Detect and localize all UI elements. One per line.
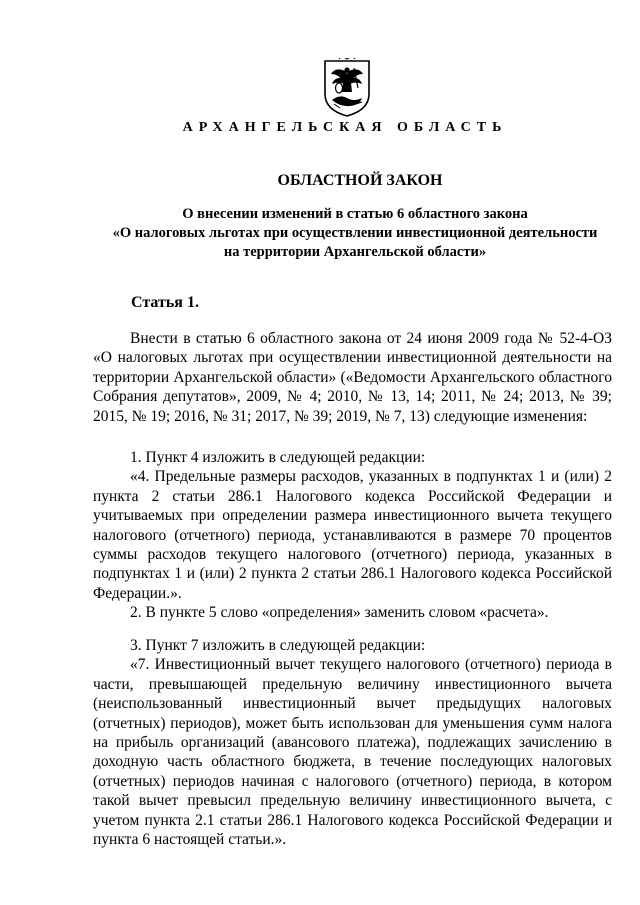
law-type-heading: ОБЛАСТНОЙ ЗАКОН: [277, 172, 443, 189]
item-3-label: 3. Пункт 7 изложить в следующей редакции:: [130, 637, 426, 654]
law-title: [90, 205, 620, 262]
item-1-text: «4. Предельные размеры расходов, указанных в подпунктах 1 и (или) 2 пункта 2 статьи 286.1 Налогового кодекса Российской Федерации и учитываемых при определении размера инвестиционного вычета текущего налогового (отчетного) периода, устанавливаются в размере 70 процентов суммы расходов текущего налогового (отчетного) периода, указанных в подпунктах 1 и (или) 2 пункта 2 статьи 286.1 Налогового кодекса Российской Федерации.».: [93, 468, 612, 602]
article-item-3: [93, 636, 612, 849]
article-item-2: [93, 603, 612, 622]
article-heading: Статья 1.: [131, 294, 199, 311]
item-1-label: 1. Пункт 4 изложить в следующей редакции:: [130, 449, 426, 466]
article-intro-text: Внести в статью 6 областного закона от 24 июня 2009 года № 52-4-ОЗ «О налоговых льготах при осуществлении инвестиционной деятельности на территории Архангельской области» («Ведомости Архангельского областного Собрания депутатов», 2009, № 4; 2010, № 13, 14; 2011, № 24; 2013, № 39; 2015, № 19; 2016, № 31; 2017, № 39; 2019, № 7, 13) следующие изменения:: [93, 330, 612, 425]
item-3-text: «7. Инвестиционный вычет текущего налогового (отчетного) периода в части, превышающей предельную величину инвестиционного вычета (неиспользованный инвестиционный вычет предыдущих налоговых (отчетных) периодов), может быть использован для уменьшения сумм налога на прибыль организаций (авансового платежа), подлежащих зачислению в доходную часть областного бюджета, в течение последующих налоговых (отчетных) периодов начиная с налогового (отчетного) периода, в котором такой вычет превысил предельную величину инвестиционного вычета, с учетом пункта 2.1 статьи 286.1 Налогового кодекса Российской Федерации и пункта 6 настоящей статьи.».: [93, 656, 612, 849]
article-intro: [93, 329, 612, 426]
item-2-text: 2. В пункте 5 слово «определения» заменить словом «расчета».: [130, 604, 549, 621]
region-name: АРХАНГЕЛЬСКАЯ ОБЛАСТЬ: [182, 120, 508, 135]
law-title-line: «О налоговых льготах при осуществлении инвестиционной деятельности: [112, 225, 598, 241]
law-title-line: О внесении изменений в статью 6 областного закона: [182, 206, 528, 222]
law-title-line: на территории Архангельской области»: [223, 244, 487, 260]
coat-of-arms-icon: [322, 58, 372, 118]
article-item-1: [93, 448, 612, 603]
